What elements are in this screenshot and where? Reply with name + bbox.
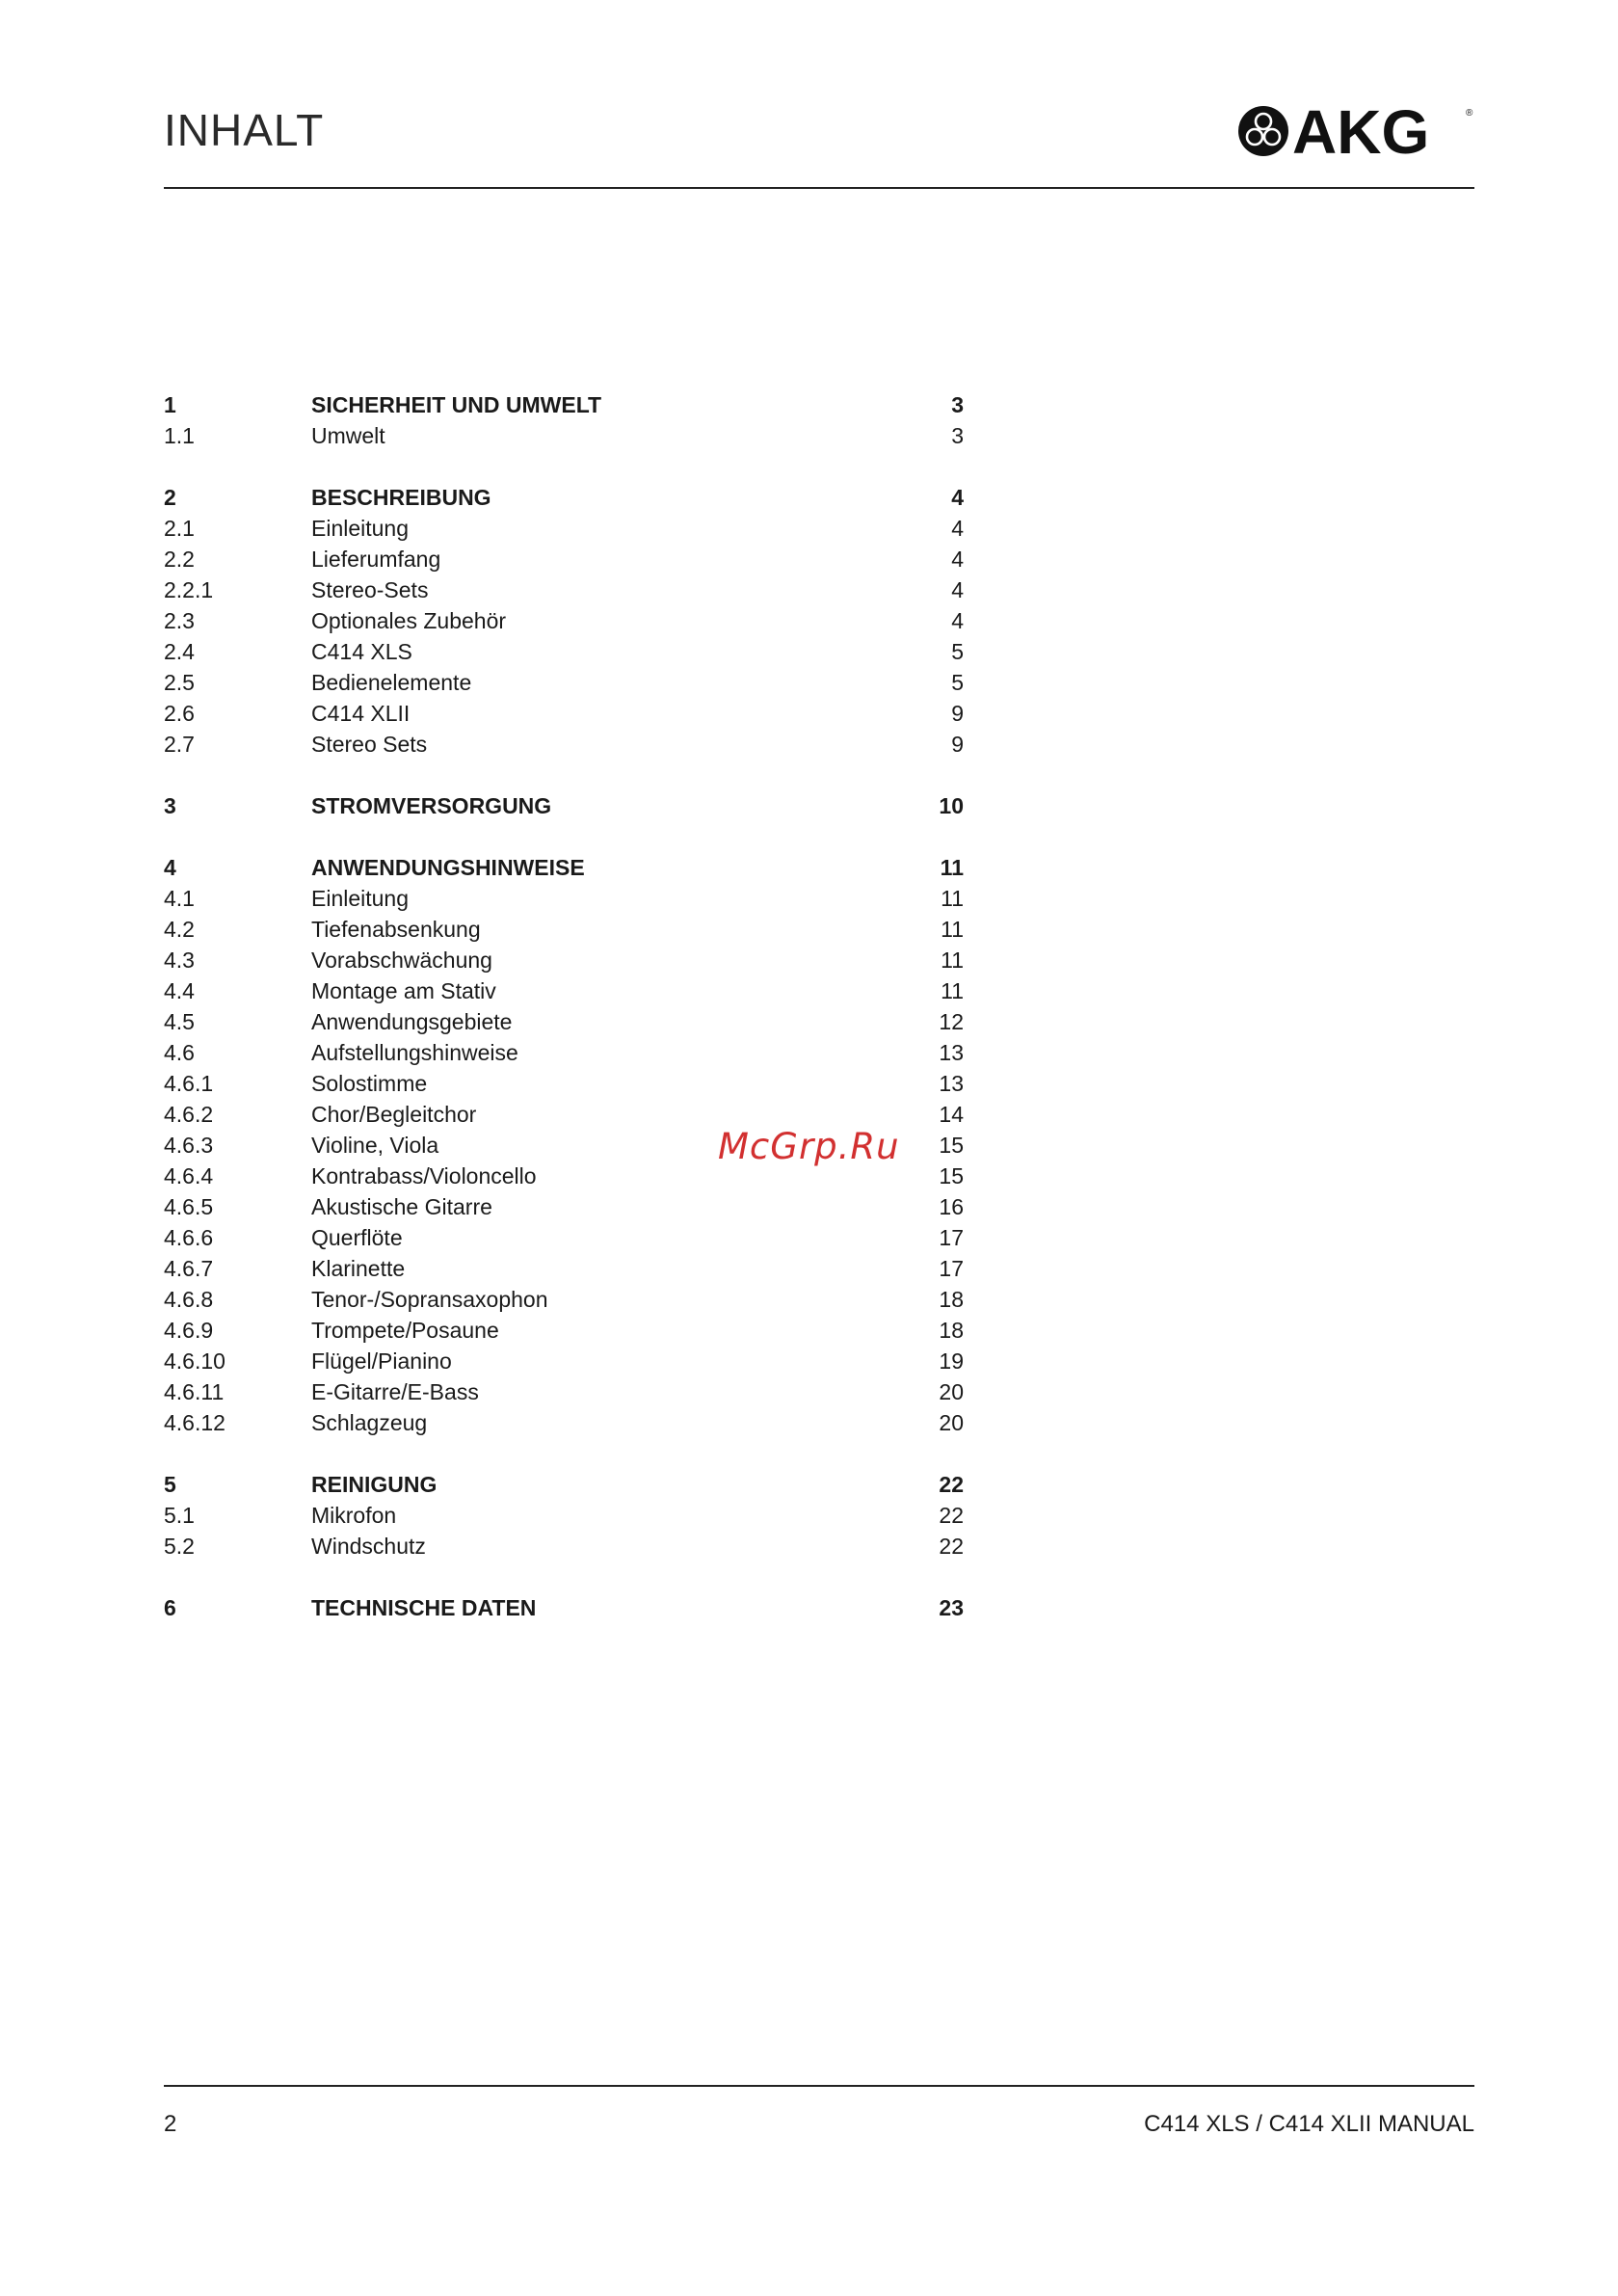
toc-entry-title: BESCHREIBUNG	[311, 485, 491, 510]
toc-entry-title: Violine, Viola	[311, 1133, 439, 1158]
toc-entry-page: 19	[939, 1348, 964, 1374]
akg-emblem-icon	[1238, 106, 1288, 156]
toc-entry-number: 4.6.4	[164, 1163, 214, 1188]
toc-entry-number: 2	[164, 485, 176, 510]
toc-entry-title: C414 XLS	[311, 639, 412, 664]
toc-entry-title: SICHERHEIT UND UMWELT	[311, 392, 602, 417]
toc-entry[interactable]	[164, 1469, 964, 1500]
toc-entry-page: 22	[939, 1472, 964, 1497]
toc-entry[interactable]	[164, 667, 964, 698]
footer-document-title: C414 XLS / C414 XLII MANUAL	[1144, 2111, 1474, 2137]
toc-entry-page: 4	[951, 547, 964, 572]
toc-entry-title: Montage am Stativ	[311, 978, 496, 1003]
toc-entry-title: Querflöte	[311, 1225, 403, 1250]
toc-entry-title: Chor/Begleitchor	[311, 1102, 477, 1127]
toc-entry-number: 4.6.5	[164, 1194, 214, 1219]
toc-entry-number: 4.6.7	[164, 1256, 214, 1281]
toc-entry-number: 3	[164, 793, 176, 818]
toc-entry-page: 15	[939, 1133, 964, 1158]
toc-entry[interactable]	[164, 1222, 964, 1253]
toc-entry-page: 22	[939, 1503, 964, 1528]
toc-entry-page: 15	[939, 1163, 964, 1188]
toc-entry-page: 10	[939, 793, 964, 818]
toc-entry-page: 5	[951, 639, 964, 664]
toc-entry-page: 14	[939, 1102, 964, 1127]
toc-entry-title: Flügel/Pianino	[311, 1348, 452, 1374]
toc-entry-page: 11	[941, 948, 964, 973]
toc-entry-page: 13	[939, 1071, 964, 1096]
svg-text:®: ®	[1466, 108, 1473, 119]
toc-entry-number: 4.3	[164, 948, 195, 973]
toc-entry-page: 11	[941, 917, 964, 942]
toc-entry[interactable]	[164, 1531, 964, 1562]
toc-entry-page: 16	[939, 1194, 964, 1219]
toc-entry[interactable]	[164, 1006, 964, 1037]
toc-entry-page: 11	[941, 978, 964, 1003]
toc-entry-number: 5.2	[164, 1534, 195, 1559]
toc-entry-number: 2.3	[164, 608, 195, 633]
toc-entry-number: 4.6.11	[164, 1379, 225, 1404]
toc-entry[interactable]	[164, 1315, 964, 1346]
toc-entry[interactable]	[164, 482, 964, 513]
toc-entry-page: 22	[939, 1534, 964, 1559]
toc-entry-number: 2.2.1	[164, 577, 214, 602]
akg-logo	[1237, 102, 1474, 160]
toc-section	[164, 1592, 964, 1623]
toc-entry-number: 4.6.2	[164, 1102, 214, 1127]
toc-entry-number: 2.6	[164, 701, 195, 726]
toc-entry[interactable]	[164, 513, 964, 544]
toc-entry-page: 23	[939, 1595, 964, 1620]
toc-section	[164, 482, 964, 760]
toc-entry-number: 4.6.10	[164, 1348, 225, 1374]
toc-entry[interactable]	[164, 975, 964, 1006]
toc-entry-number: 4.6	[164, 1040, 195, 1065]
toc-entry-number: 4.6.1	[164, 1071, 214, 1096]
toc-entry-title: Aufstellungshinweise	[311, 1040, 518, 1065]
toc-entry-title: TECHNISCHE DATEN	[311, 1595, 537, 1620]
toc-entry-page: 3	[951, 392, 964, 417]
toc-entry-page: 20	[939, 1379, 964, 1404]
toc-section	[164, 1469, 964, 1562]
toc-entry[interactable]	[164, 1500, 964, 1531]
footer-page-number: 2	[164, 2111, 177, 2137]
toc-entry-page: 20	[939, 1410, 964, 1435]
toc-entry-page: 4	[951, 577, 964, 602]
toc-entry-number: 4.6.9	[164, 1318, 214, 1343]
toc-entry-number: 4	[164, 855, 176, 880]
toc-section	[164, 389, 964, 451]
toc-entry-title: Windschutz	[311, 1534, 426, 1559]
toc-entry-number: 2.2	[164, 547, 195, 572]
toc-entry-title: Vorabschwächung	[311, 948, 492, 973]
toc-entry-title: Trompete/Posaune	[311, 1318, 499, 1343]
toc-entry-title: Stereo-Sets	[311, 577, 429, 602]
toc-entry-number: 1	[164, 392, 176, 417]
toc-entry-page: 4	[951, 608, 964, 633]
toc-entry-title: Lieferumfang	[311, 547, 441, 572]
toc-entry[interactable]	[164, 698, 964, 729]
page-title: INHALT	[164, 105, 325, 155]
toc-entry-page: 9	[951, 701, 964, 726]
toc-entry[interactable]	[164, 1037, 964, 1068]
toc-entry-page: 13	[939, 1040, 964, 1065]
toc-entry-number: 2.4	[164, 639, 195, 664]
akg-logo-text: AKG	[1292, 102, 1430, 160]
header-divider	[164, 187, 1474, 189]
toc-entry-page: 11	[941, 886, 964, 911]
toc-entry[interactable]	[164, 729, 964, 760]
toc-entry[interactable]	[164, 420, 964, 451]
toc-entry-number: 6	[164, 1595, 176, 1620]
toc-entry[interactable]	[164, 636, 964, 667]
toc-entry-number: 4.4	[164, 978, 195, 1003]
toc-entry[interactable]	[164, 605, 964, 636]
toc-entry-number: 4.6.12	[164, 1410, 225, 1435]
toc-entry-title: Bedienelemente	[311, 670, 472, 695]
toc-entry[interactable]	[164, 945, 964, 975]
toc-entry[interactable]	[164, 1191, 964, 1222]
toc-entry-title: Solostimme	[311, 1071, 428, 1096]
toc-entry-number: 4.1	[164, 886, 195, 911]
toc-entry-number: 4.6.8	[164, 1287, 214, 1312]
toc-entry-number: 4.6.3	[164, 1133, 214, 1158]
toc-entry-title: Einleitung	[311, 886, 410, 911]
toc-entry[interactable]	[164, 1592, 964, 1623]
toc-entry-page: 18	[939, 1318, 964, 1343]
toc-entry[interactable]	[164, 1407, 964, 1438]
toc-entry[interactable]	[164, 914, 964, 945]
toc-entry[interactable]	[164, 574, 964, 605]
toc-entry-number: 5	[164, 1472, 176, 1497]
toc-entry-number: 4.5	[164, 1009, 195, 1034]
toc-entry-title: Anwendungsgebiete	[311, 1009, 513, 1034]
toc-entry[interactable]	[164, 1253, 964, 1284]
toc-entry-number: 2.5	[164, 670, 195, 695]
toc-entry-page: 4	[951, 516, 964, 541]
toc-entry-title: Kontrabass/Violoncello	[311, 1163, 537, 1188]
table-of-contents	[164, 389, 964, 1654]
toc-entry-page: 17	[939, 1256, 964, 1281]
toc-entry[interactable]	[164, 1346, 964, 1376]
toc-entry[interactable]	[164, 389, 964, 420]
toc-entry-title: Schlagzeug	[311, 1410, 428, 1435]
toc-entry[interactable]	[164, 1068, 964, 1099]
toc-entry[interactable]	[164, 1284, 964, 1315]
toc-entry-number: 4.6.6	[164, 1225, 214, 1250]
toc-entry-page: 4	[951, 485, 964, 510]
toc-entry-title: REINIGUNG	[311, 1472, 438, 1497]
toc-entry[interactable]	[164, 852, 964, 883]
toc-entry[interactable]	[164, 544, 964, 574]
toc-entry-number: 5.1	[164, 1503, 195, 1528]
toc-entry-number: 2.7	[164, 732, 195, 757]
toc-entry-title: Optionales Zubehör	[311, 608, 507, 633]
toc-entry-title: Umwelt	[311, 423, 385, 448]
toc-entry[interactable]	[164, 1376, 964, 1407]
toc-entry[interactable]	[164, 790, 964, 821]
toc-entry-page: 9	[951, 732, 964, 757]
toc-entry-page: 5	[951, 670, 964, 695]
toc-entry[interactable]	[164, 883, 964, 914]
toc-entry-number: 4.2	[164, 917, 195, 942]
toc-entry-title: Tenor-/Sopransaxophon	[311, 1287, 548, 1312]
toc-entry-title: Klarinette	[311, 1256, 406, 1281]
toc-entry-page: 18	[939, 1287, 964, 1312]
footer-divider	[164, 2085, 1474, 2087]
toc-section	[164, 790, 964, 821]
toc-entry-title: E-Gitarre/E-Bass	[311, 1379, 479, 1404]
toc-entry-title: Einleitung	[311, 516, 410, 541]
toc-entry-title: Tiefenabsenkung	[311, 917, 481, 942]
toc-entry-number: 2.1	[164, 516, 195, 541]
toc-entry-title: C414 XLII	[311, 701, 411, 726]
toc-entry-number: 1.1	[164, 423, 195, 448]
toc-entry-title: STROMVERSORGUNG	[311, 793, 552, 818]
watermark-text: McGrp.Ru	[718, 1126, 900, 1167]
toc-entry-title: ANWENDUNGSHINWEISE	[311, 855, 585, 880]
toc-entry-title: Mikrofon	[311, 1503, 397, 1528]
toc-entry-title: Akustische Gitarre	[311, 1194, 492, 1219]
toc-entry-page: 12	[939, 1009, 964, 1034]
toc-entry-title: Stereo Sets	[311, 732, 428, 757]
toc-entry-page: 17	[939, 1225, 964, 1250]
toc-entry-page: 3	[951, 423, 964, 448]
toc-entry-page: 11	[940, 855, 964, 880]
